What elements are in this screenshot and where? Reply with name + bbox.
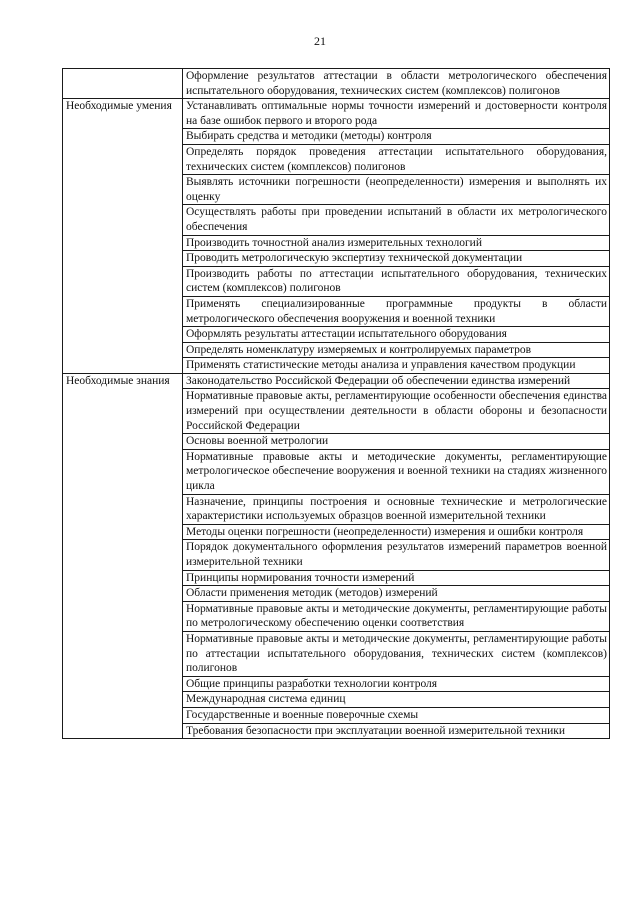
requirement-text: Требования безопасности при эксплуатации военной измерительной техники	[186, 724, 566, 737]
requirement-text: Выбирать средства и методики (методы) контроля	[186, 130, 432, 143]
requirement-item	[183, 540, 610, 570]
requirement-text: Оформлять результаты аттестации испытательного оборудования	[186, 328, 507, 341]
requirement-item	[183, 601, 610, 631]
requirement-text: Применять специализированные программные продукты в области метрологического обеспечения вооружения и военной техники	[186, 297, 607, 325]
requirement-item	[183, 570, 610, 586]
section-label: Необходимые знания	[63, 373, 183, 738]
requirement-text: Порядок документального оформления результатов измерений параметров военной измерительной техники	[186, 541, 607, 568]
requirement-text: Применять статистические методы анализа и управления качеством продукции	[186, 359, 576, 372]
requirement-item	[183, 327, 610, 343]
requirement-item	[183, 266, 610, 296]
page-number: 21	[314, 34, 326, 48]
competency-table	[62, 68, 610, 739]
requirement-text: Принципы нормирования точности измерений	[186, 571, 415, 584]
requirement-text: Нормативные правовые акты и методические документы, регламентирующие метрологическое обеспечение вооружения и военной техники на стадиях жизненного цикла	[186, 450, 607, 493]
section-label	[63, 69, 183, 99]
requirement-text: Проводить метрологическую экспертизу технической документации	[186, 252, 523, 265]
requirement-item	[183, 434, 610, 450]
requirement-item	[183, 389, 610, 434]
requirement-text: Нормативные правовые акты и методические документы, регламентирующие работы по аттестации испытательного оборудования, технических систем (комплексов) полигонов	[186, 632, 607, 675]
requirement-text: Выявлять источники погрешности (неопределенности) измерения и выполнять их оценку	[186, 176, 607, 203]
requirement-text: Оформление результатов аттестации в области метрологического обеспечения испытательного оборудования, технических систем (комплексов) полигонов	[186, 70, 607, 97]
requirement-item	[183, 296, 610, 326]
requirement-item	[183, 69, 610, 99]
requirement-text: Производить работы по аттестации испытательного оборудования, технических систем (комплексов) полигонов	[186, 267, 607, 295]
requirement-item	[183, 524, 610, 540]
requirement-text: Государственные и военные поверочные схемы	[186, 708, 419, 721]
requirement-item	[183, 235, 610, 251]
requirement-text: Определять порядок проведения аттестации испытательного оборудования, технических систем (комплексов) полигонов	[186, 145, 607, 173]
requirement-text: Производить точностной анализ измерительных технологий	[186, 236, 482, 249]
requirement-item	[183, 723, 610, 739]
table-row	[63, 69, 610, 99]
requirement-item	[183, 586, 610, 602]
requirement-text: Общие принципы разработки технологии контроля	[186, 677, 438, 690]
table-row	[63, 373, 610, 389]
table-row	[63, 99, 610, 129]
requirement-text: Нормативные правовые акты, регламентирующие особенности обеспечения единства измерений при осуществлении деятельности в области обороны и безопасности Российской Федерации	[186, 390, 607, 432]
requirement-text: Устанавливать оптимальные нормы точности измерений и достоверности контроля на базе ошибок первого и второго рода	[186, 100, 607, 127]
requirement-text: Осуществлять работы при проведении испытаний в области их метрологического обеспечения	[186, 206, 607, 233]
requirement-item	[183, 205, 610, 235]
requirement-item	[183, 99, 610, 129]
requirement-text: Международная система единиц	[186, 693, 346, 706]
requirement-item	[183, 129, 610, 145]
section-label: Необходимые умения	[63, 99, 183, 374]
requirement-item	[183, 358, 610, 374]
requirement-item	[183, 692, 610, 708]
requirement-item	[183, 676, 610, 692]
requirement-text: Нормативные правовые акты и методические документы, регламентирующие работы по метрологическому обеспечению оценки соответствия	[186, 602, 607, 630]
requirement-item	[183, 494, 610, 524]
requirement-item	[183, 631, 610, 676]
requirement-item	[183, 251, 610, 267]
requirement-text: Назначение, принципы построения и основные технические и метрологические характеристики используемых образцов военной измерительной техники	[186, 495, 607, 523]
requirement-item	[183, 449, 610, 494]
requirement-text: Основы военной метрологии	[186, 435, 329, 448]
requirement-item	[183, 175, 610, 205]
requirement-item	[183, 373, 610, 389]
requirement-item	[183, 342, 610, 358]
requirement-text: Определять номенклатуру измеряемых и контролируемых параметров	[186, 343, 532, 356]
table-body	[63, 69, 610, 739]
requirement-text: Законодательство Российской Федерации об обеспечении единства измерений	[186, 374, 571, 387]
requirement-text: Методы оценки погрешности (неопределенности) измерения и ошибки контроля	[186, 525, 584, 538]
requirement-item	[183, 144, 610, 174]
requirement-text: Области применения методик (методов) измерений	[186, 587, 438, 600]
requirement-item	[183, 707, 610, 723]
